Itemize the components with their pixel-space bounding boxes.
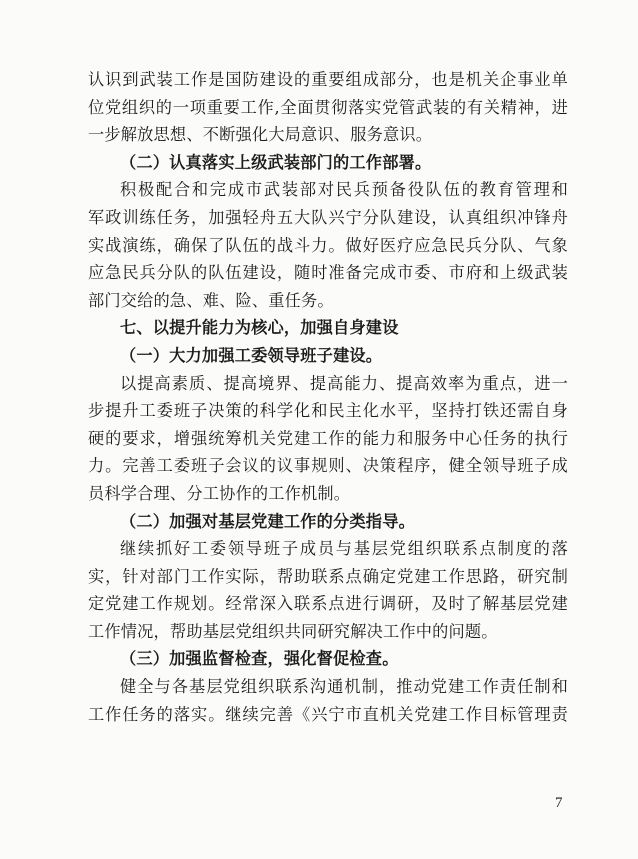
subsection-heading: （二）加强对基层党建工作的分类指导。 bbox=[120, 511, 415, 531]
text-line: 继续抓好工委领导班子成员与基层党组织联系点制度的落 bbox=[120, 539, 568, 559]
subsection-heading: （二）认真落实上级武装部门的工作部署。 bbox=[120, 152, 432, 172]
text-line: 位党组织的一项重要工作,全面贯彻落实党管武装的有关精神，进 bbox=[88, 97, 568, 117]
text-line: 硬的要求，增强统筹机关党建工作的能力和服务中心任务的执行 bbox=[88, 428, 568, 448]
text-line: 部门交给的急、难、险、重任务。 bbox=[88, 290, 334, 310]
text-line: 积极配合和完成市武装部对民兵预备役队伍的教育管理和 bbox=[120, 180, 568, 200]
text-line: 以提高素质、提高境界、提高能力、提高效率为重点，进一 bbox=[120, 373, 568, 393]
text-line: 实，针对部门工作实际，帮助联系点确定党建工作思路，研究制 bbox=[88, 566, 568, 586]
text-line: 军政训练任务，加强轻舟五大队兴宁分队建设，认真组织冲锋舟 bbox=[88, 207, 568, 227]
text-line: 工作任务的落实。继续完善《兴宁市直机关党建工作目标管理责 bbox=[88, 704, 568, 724]
text-line: 定党建工作规划。经常深入联系点进行调研，及时了解基层党建 bbox=[88, 594, 568, 614]
subsection-heading: （三）加强监督检查，强化督促检查。 bbox=[120, 649, 399, 669]
section-heading: 七、以提升能力为核心，加强自身建设 bbox=[120, 318, 399, 338]
text-line: 力。完善工委班子会议的议事规则、决策程序，健全领导班子成 bbox=[88, 456, 568, 476]
text-line: 步提升工委班子决策的科学化和民主化水平，坚持打铁还需自身 bbox=[88, 401, 568, 421]
text-line: 员科学合理、分工协作的工作机制。 bbox=[88, 483, 351, 503]
text-line: 一步解放思想、不断强化大局意识、服务意识。 bbox=[88, 125, 433, 145]
text-line: 实战演练，确保了队伍的战斗力。做好医疗应急民兵分队、气象 bbox=[88, 235, 568, 255]
text-line: 认识到武装工作是国防建设的重要组成部分，也是机关企事业单 bbox=[88, 70, 568, 89]
page-number: 7 bbox=[555, 795, 563, 811]
subsection-heading: （一）大力加强工委领导班子建设。 bbox=[120, 345, 383, 365]
body-text bbox=[88, 66, 568, 728]
text-line: 工作情况，帮助基层党组织共同研究解决工作中的问题。 bbox=[88, 621, 498, 641]
text-line: 健全与各基层党组织联系沟通机制，推动党建工作责任制和 bbox=[120, 677, 568, 697]
text-line: 应急民兵分队的队伍建设，随时准备完成市委、市府和上级武装 bbox=[88, 263, 568, 283]
